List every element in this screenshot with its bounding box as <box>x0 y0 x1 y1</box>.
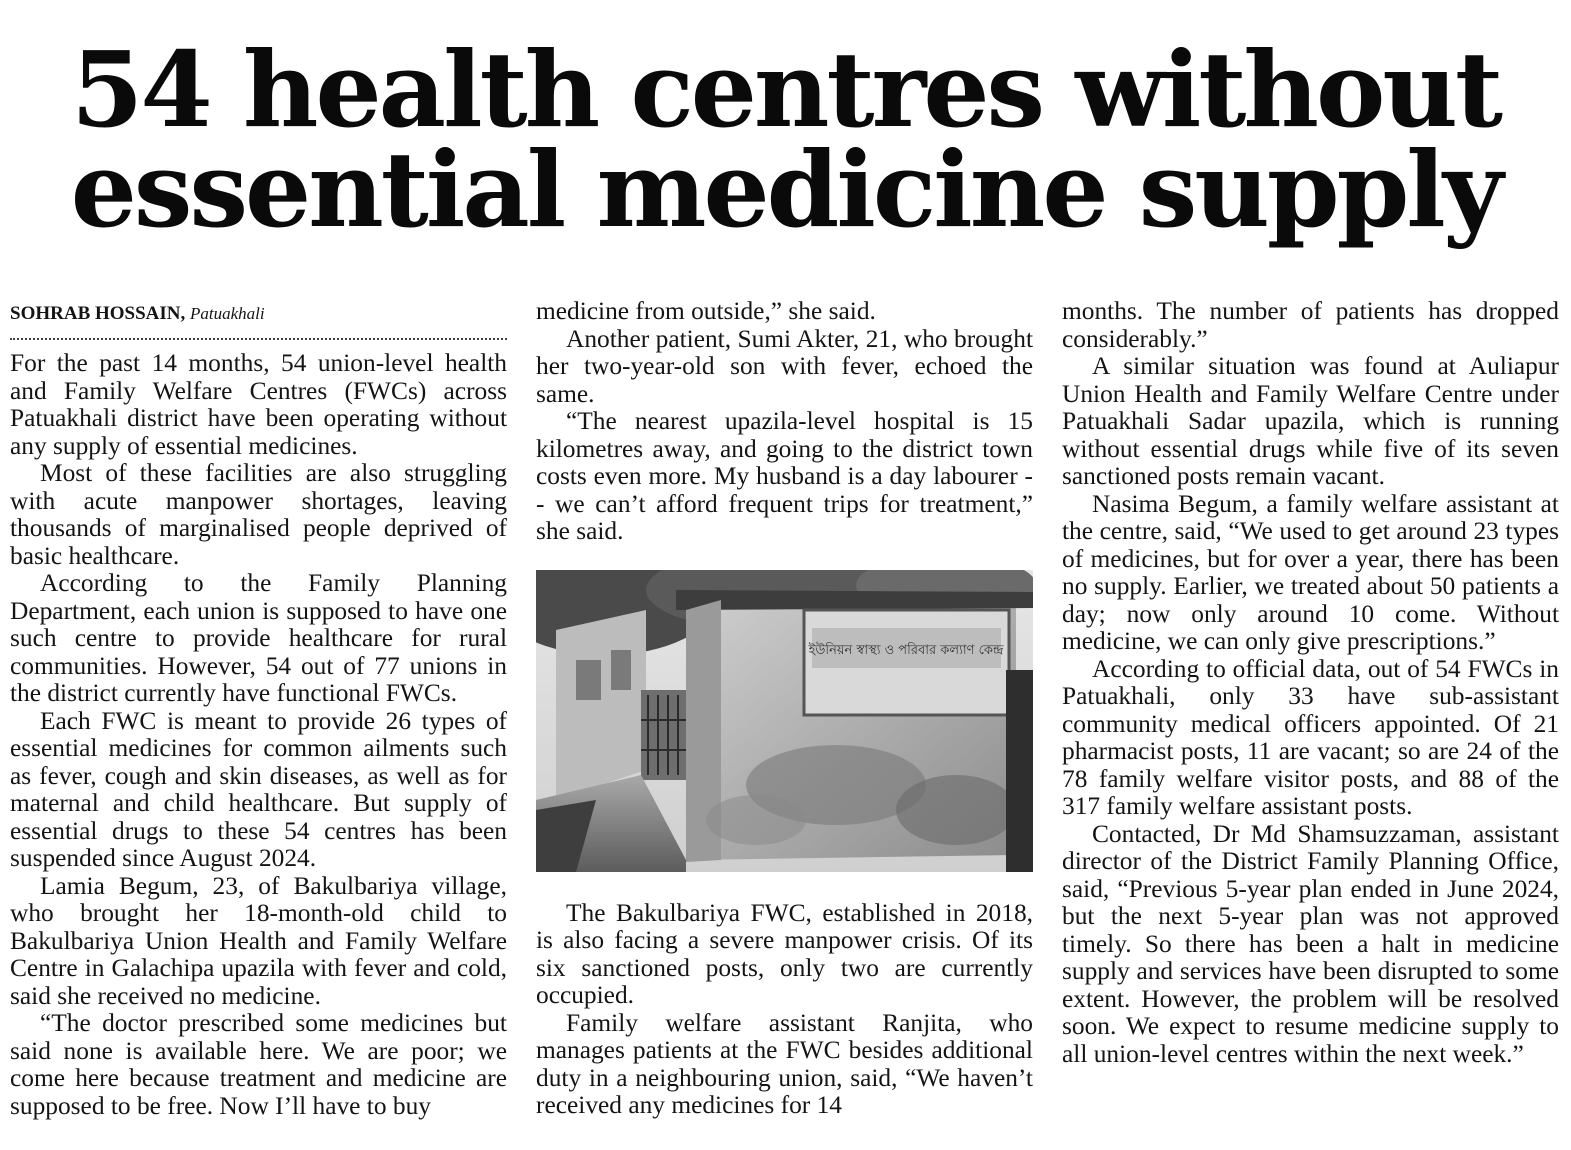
paragraph: Nasima Begum, a family welfare assistant at the centre, said, “We used to get around 23 types of medicines, but for over a year, there has been no supply. Earlier, we treated about 50 patients a day; now only around 10 come. Without medicine, we can only give prescriptions.” <box>1062 489 1559 655</box>
article-column-2 <box>536 298 1033 1120</box>
article-photo <box>536 570 1033 872</box>
headline <box>0 28 1571 251</box>
paragraph: Family welfare assistant Ranjita, who manages patients at the FWC besides additional duty in a neighbouring union, said, “We haven’t received any medicines for 14 <box>536 1008 1033 1119</box>
paragraph: medicine from outside,” she said. <box>536 297 876 325</box>
paragraph: Each FWC is meant to provide 26 types of essential medicines for common ailments such as fever, cough and skin diseases, as well as for maternal and child healthcare. But supply of essential drugs to these 54 centres has been suspended since August 2024. <box>10 706 507 872</box>
paragraph: Another patient, Sumi Akter, 21, who brought her two-year-old son with fever, echoed the same. <box>536 324 1033 408</box>
paragraph: Most of these facilities are also struggling with acute manpower shortages, leaving thousands of marginalised people deprived of basic healthcare. <box>10 459 507 570</box>
paragraph: Lamia Begum, 23, of Bakulbariya village, who brought her 18-month-old child to Bakulbariya Union Health and Family Welfare Centre in Galachipa upazila with fever and cold, said she received no medicine. <box>10 871 507 1010</box>
byline-author: SOHRAB HOSSAIN, <box>10 303 186 324</box>
paragraph: “The doctor prescribed some medicines but said none is available here. We are poor; we come here because treatment and medicine are supposed to be free. Now I’ll have to buy <box>10 1009 507 1120</box>
paragraph: “The nearest upazila-level hospital is 15 kilometres away, and going to the district town costs even more. My husband is a day labourer -- we can’t afford frequent trips for treatment,” she said. <box>536 407 1033 545</box>
paragraph: months. The number of patients has dropped considerably.” <box>1062 297 1559 353</box>
byline <box>10 298 507 330</box>
article-column-3 <box>1062 298 1559 1068</box>
paragraph: A similar situation was found at Auliapur Union Health and Family Welfare Centre under Patuakhali Sadar upazila, which is running without essential drugs while five of its seven sanctioned posts remain vacant. <box>1062 352 1559 490</box>
paragraph: According to official data, out of 54 FWCs in Patuakhali, only 33 have sub-assistant community medical officers appointed. Of 21 pharmacist posts, 11 are vacant; so are 24 of the 78 family welfare visitor posts, and 88 of the 317 family welfare assistant posts. <box>1062 654 1559 820</box>
article-column-1 <box>10 298 507 1120</box>
headline-line-1: 54 health centres without <box>70 28 1501 151</box>
photo-sign-text: ইউনিয়ন স্বাস্থ্য ও পরিবার কল্যাণ কেন্দ্র <box>808 642 1004 658</box>
paragraph: According to the Family Planning Department, each union is supposed to have one such centre to provide healthcare for rural communities. However, 54 out of 77 unions in the district currently have functional FWCs. <box>10 569 507 707</box>
headline-line-2: essential medicine supply <box>70 128 1501 251</box>
byline-place: Patuakhali <box>190 304 265 323</box>
photo-fwc-building <box>536 570 1033 872</box>
byline-divider <box>10 338 507 340</box>
paragraph: For the past 14 months, 54 union-level health and Family Welfare Centres (FWCs) across Patuakhali district have been operating without any supply of essential medicines. <box>10 349 507 460</box>
paragraph: Contacted, Dr Md Shamsuzzaman, assistant director of the District Family Planning Office, said, “Previous 5-year plan ended in June 2024, but the next 5-year plan was not approved timely. So there has been a halt in medicine supply and services have been disrupted to some extent. However, the problem will be resolved soon. We expect to resume medicine supply to all union-level centres within the next week.” <box>1062 819 1559 1068</box>
paragraph: The Bakulbariya FWC, established in 2018, is also facing a severe manpower crisis. Of its six sanctioned posts, only two are currently occupied. <box>536 898 1033 1009</box>
